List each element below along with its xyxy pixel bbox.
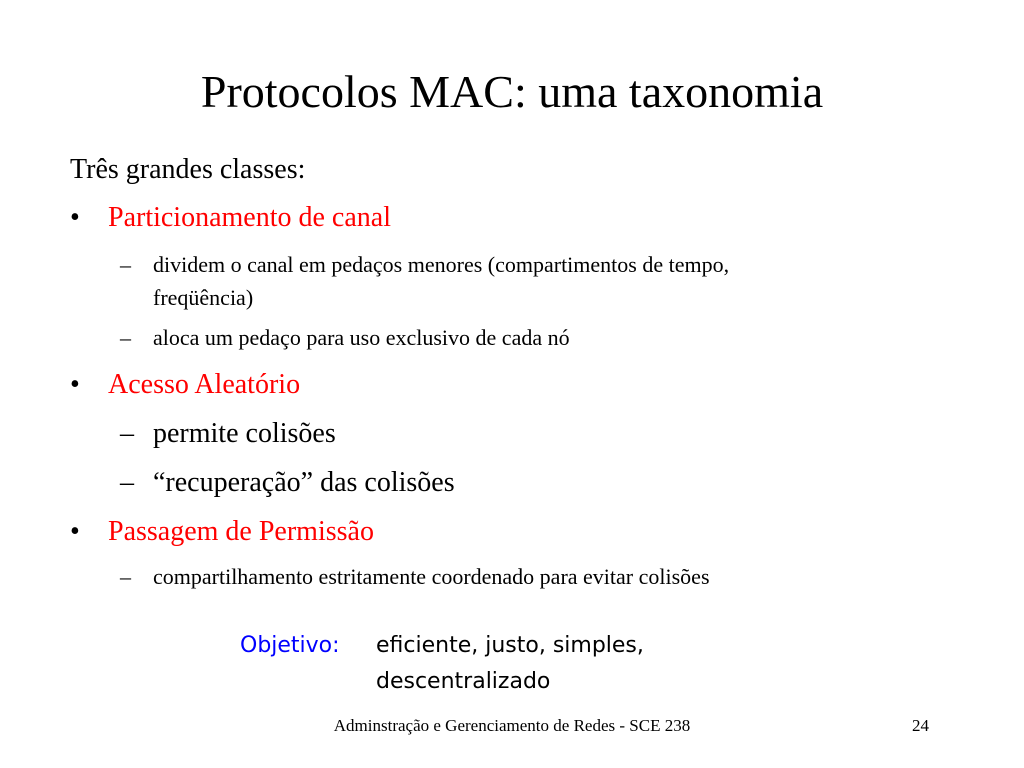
dash-mark: – — [120, 564, 131, 589]
sub-item-continuation: freqüência) — [153, 285, 254, 310]
bullet-heading: Acesso Aleatório — [108, 369, 301, 400]
intro-text: Três grandes classes: — [70, 154, 306, 185]
objective-line-1: eficiente, justo, simples, — [376, 633, 644, 658]
sub-item-text: “recuperação” das colisões — [153, 467, 455, 498]
dash-mark: – — [120, 325, 131, 350]
slide-footer: Adminstração e Gerenciamento de Redes - SCE 238 — [333, 716, 691, 735]
dash-mark: – — [120, 418, 134, 449]
objective-line-2: descentralizado — [376, 669, 551, 694]
page-number: 24 — [912, 716, 929, 735]
bullet-heading: Passagem de Permissão — [108, 516, 374, 547]
objective-label: Objetivo: — [240, 633, 340, 658]
dash-mark: – — [120, 252, 131, 277]
bullet-mark: • — [70, 369, 80, 400]
sub-item-text: dividem o canal em pedaços menores (compartimentos de tempo, — [153, 252, 730, 277]
slide-title: Protocolos MAC: uma taxonomia — [200, 66, 824, 117]
objective-block — [240, 628, 644, 694]
dash-mark: – — [120, 467, 134, 498]
sub-item-text: permite colisões — [153, 418, 336, 449]
sub-item-text: aloca um pedaço para uso exclusivo de cada nó — [153, 325, 570, 350]
bullet-mark: • — [70, 202, 80, 233]
bullet-heading: Particionamento de canal — [108, 202, 391, 233]
sub-item-text: compartilhamento estritamente coordenado para evitar colisões — [153, 564, 710, 589]
bullet-mark: • — [70, 516, 80, 547]
